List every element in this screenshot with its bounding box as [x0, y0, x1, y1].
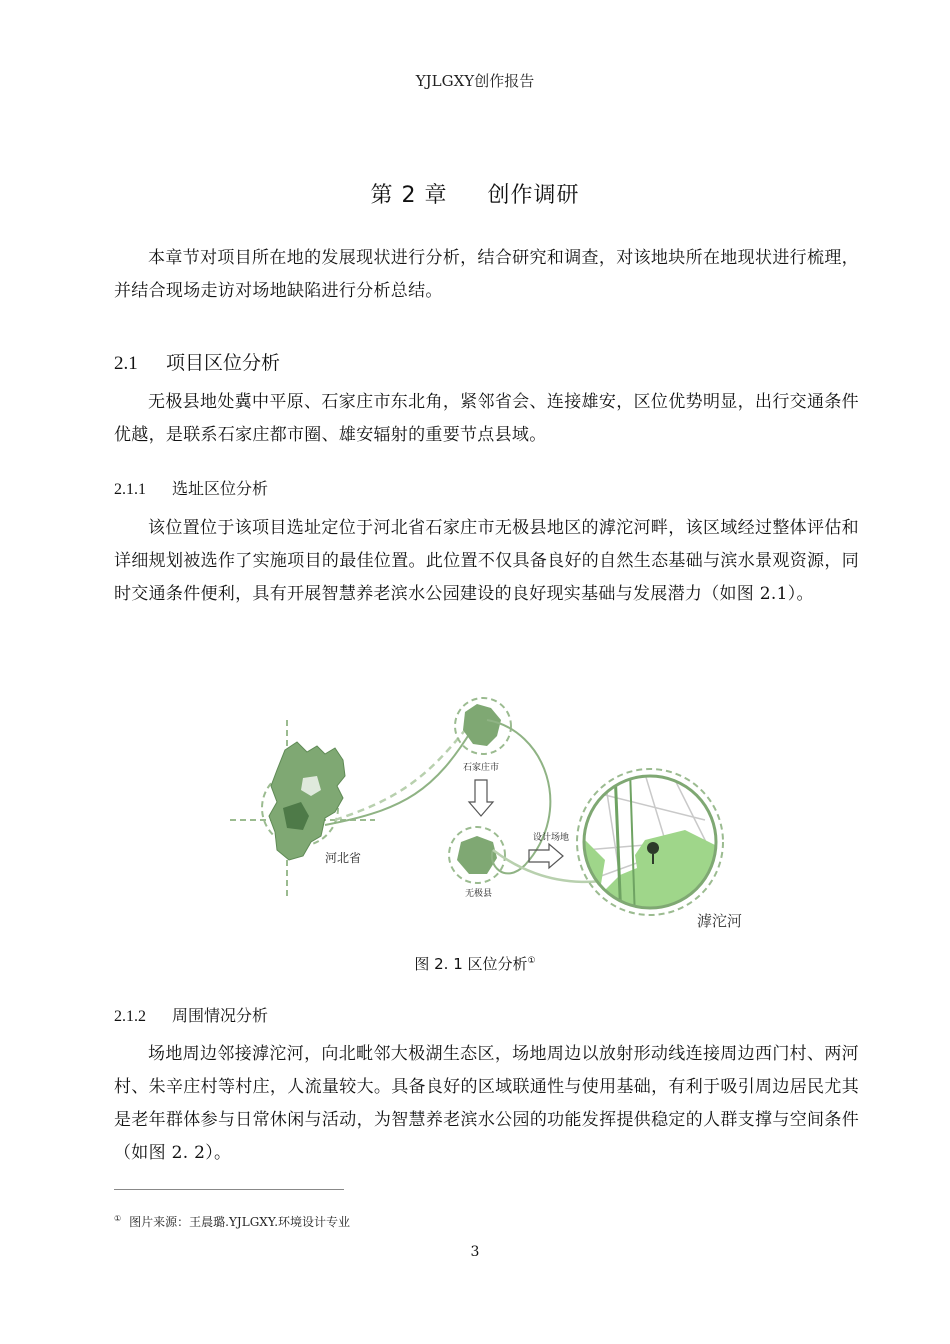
page-number: 3: [470, 1244, 480, 1260]
footnote-mark: ①: [114, 1214, 122, 1223]
section-number: 2.1.2: [114, 1008, 146, 1025]
location-pin-icon: [647, 842, 659, 854]
section-number: 2.1.1: [114, 481, 146, 498]
section-2-1-paragraph: 无极县地处冀中平原、石家庄市东北角，紧邻省会、连接雄安，区位优势明显，出行交通条件优越，是联系石家庄都市圈、雄安辐射的重要节点县域。: [114, 392, 859, 445]
site-label: 设计场地: [533, 833, 570, 843]
section-2-1-2-paragraph: 场地周边邻接滹沱河，向北毗邻大极湖生态区，场地周边以放射形动线连接周边西门村、两河村、朱辛庄村等村庄，人流量较大。具备良好的区域联通性与使用基础，有利于吸引周边居民尤其是老年群体参与日常休闲与活动，为智慧养老滨水公园的功能发挥提供稳定的人群支撑与空间条件（如图 2. 2）。: [114, 1044, 859, 1163]
wuji-label: 无极县: [465, 889, 493, 899]
intro-paragraph: 本章节对项目所在地的发展现状进行分析，结合研究和调查，对该地块所在地现状进行梳理，并结合现场走访对场地缺陷进行分析总结。: [114, 248, 859, 301]
section-title: 选址区位分析: [172, 479, 269, 498]
footnote-text: 图片来源：王晨璐.YJLGXY.环境设计专业: [129, 1215, 351, 1229]
chapter-title: 创作调研: [487, 183, 580, 208]
river-label: 滹沱河: [697, 912, 743, 930]
section-number: 2.1: [114, 353, 138, 374]
chapter-heading: [0, 178, 950, 209]
site-map-group: [577, 769, 742, 930]
location-analysis-figure: [225, 690, 765, 940]
section-heading-2-1-2: [114, 1003, 268, 1026]
connector-dashed: [335, 730, 465, 820]
figure-caption: [0, 953, 950, 974]
section-2-1-1-paragraph: 该位置位于该项目选址定位于河北省石家庄市无极县地区的滹沱河畔，该区域经过整体评估和详细规划被选作了实施项目的最佳位置。此位置不仅具备良好的自然生态基础与滨水景观资源，同时交通条件便利，具有开展智慧养老滨水公园建设的良好现实基础与发展潜力（如图 2.1）。: [114, 518, 859, 604]
hebei-label: 河北省: [325, 851, 362, 865]
chapter-number: 第 2 章: [370, 183, 448, 208]
connector-line: [325, 728, 473, 825]
down-arrow-icon: [469, 780, 493, 816]
caption-note-mark: ①: [527, 956, 536, 966]
section-heading-2-1: [114, 348, 280, 375]
section-title: 项目区位分析: [166, 352, 281, 374]
section-title: 周围情况分析: [172, 1006, 269, 1025]
right-arrow-icon: [529, 844, 563, 868]
section-heading-2-1-1: [114, 476, 268, 499]
footnote-rule: [114, 1189, 344, 1190]
hebei-map-group: [230, 720, 375, 900]
running-header: YJLGXY创作报告: [415, 72, 535, 90]
shijiazhuang-label: 石家庄市: [463, 763, 500, 773]
hebei-province-shape: [269, 742, 345, 860]
shijiazhuang-map-group: [455, 698, 511, 773]
wuji-map-group: [449, 827, 505, 899]
footnote: [114, 1213, 350, 1230]
figure-caption-text: 图 2. 1 区位分析: [414, 955, 528, 973]
